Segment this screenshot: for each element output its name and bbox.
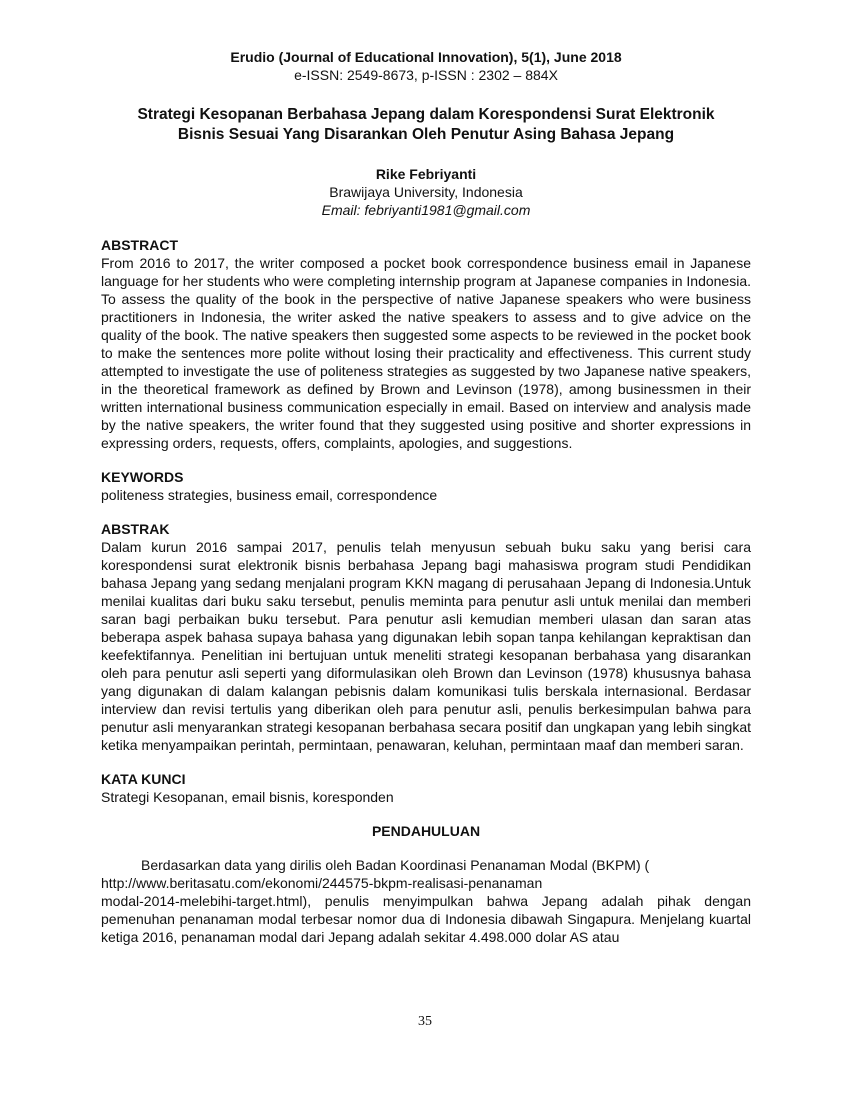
author-email: Email: febriyanti1981@gmail.com (321, 202, 531, 218)
keywords-text: politeness strategies, business email, correspondence (101, 487, 438, 503)
keywords-heading: KEYWORDS (101, 469, 184, 485)
abstract-section (101, 236, 751, 452)
keywords-section (101, 468, 751, 504)
journal-citation: Erudio (Journal of Educational Innovation), 5(1), June 2018 (230, 49, 622, 65)
abstract-heading: ABSTRACT (101, 237, 178, 253)
paper-title (101, 105, 751, 145)
abstract-text: From 2016 to 2017, the writer composed a pocket book correspondence business email in Japanese language for her students who were completing internship program at Japanese companies in Indonesia. To assess the quality of the book in the perspective of native Japanese speakers who were business practitioners in Indonesia, the writer asked the native speakers to assess and to give advice on the quality of the book. The native speakers then suggested some aspects to be reviewed in the pocket book to make the sentences more polite without losing their practicality and effectiveness. This current study attempted to investigate the use of politeness strategies as suggested by two Japanese native speakers, in the theoretical framework as defined by Brown and Levinson (1978), among businessmen in their written international business communication especially in email. Based on interview and analysis made by the native speakers, the writer found that they suggested using positive and shorter expressions in expressing orders, requests, offers, complaints, apologies, and suggestions. (101, 255, 751, 451)
author-affiliation: Brawijaya University, Indonesia (329, 184, 523, 200)
pendahuluan-text: modal-2014-melebihi-target.html), penulis menyimpulkan bahwa Jepang adalah pihak dengan pemenuhan penanaman modal terbesar nomor dua di Indonesia dibawah Singapura. Menjelang kuartal ketiga 2016, penanaman modal dari Jepang adalah sekitar 4.498.000 dolar AS atau (101, 893, 751, 945)
page-number: 35 (418, 1014, 432, 1029)
author-name: Rike Febriyanti (375, 166, 477, 182)
pendahuluan-section (101, 856, 751, 946)
paper-title-line-2: Bisnis Sesuai Yang Disarankan Oleh Penutur Asing Bahasa Jepang (177, 126, 675, 143)
abstrak-section (101, 520, 751, 754)
abstrak-heading: ABSTRAK (101, 521, 170, 537)
kata-kunci-text: Strategi Kesopanan, email bisnis, koresponden (101, 789, 394, 805)
kata-kunci-section (101, 770, 751, 806)
issn-line: e-ISSN: 2549-8673, p-ISSN : 2302 – 884X (294, 67, 558, 83)
abstrak-text: Dalam kurun 2016 sampai 2017, penulis telah menyusun sebuah buku saku yang berisi cara korespondensi surat elektronik bisnis berbahasa Jepang bagi mahasiswa program studi Pendidikan bahasa Jepang yang sedang menjalani program KKN magang di perusahaan Jepang di Indonesia.Untuk menilai kualitas dari buku saku tersebut, penulis meminta para penutur asli untuk menilai dan memberi saran bagi perbaikan buku tersebut. Para penutur asli kemudian memberi ulasan dan saran atas beberapa aspek bahasa supaya bahasa yang digunakan lebih sopan tanpa kehilangan kepraktisan dan keefektifannya. Penelitian ini bertujuan untuk meneliti strategi kesopanan berbahasa yang disarankan oleh para penutur asli seperti yang diformulasikan oleh Brown dan Levinson (1978) khususnya bahasa yang digunakan di dalam kalangan pebisnis dalam komunikasi tulis berskala internasional. Berdasar interview dan revisi tertulis yang diberikan oleh para penutur asli, penulis berkesimpulan bahwa para penutur asli menyarankan strategi kesopanan berbahasa secara positif dan ungkapan yang lebih singkat ketika menyampaikan perintah, permintaan, penawaran, keluhan, permintaan maaf dan memberi saran. (101, 539, 751, 753)
paper-title-line-1: Strategi Kesopanan Berbahasa Jepang dalam Korespondensi Surat Elektronik (137, 106, 715, 123)
pendahuluan-heading: PENDAHULUAN (371, 823, 481, 839)
kata-kunci-heading: KATA KUNCI (101, 771, 186, 787)
pendahuluan-first-line: Berdasarkan data yang dirilis oleh Badan Koordinasi Penanaman Modal (BKPM) ( (141, 857, 650, 873)
pendahuluan-url: http://www.beritasatu.com/ekonomi/244575-bkpm-realisasi-penanaman (101, 875, 543, 891)
paper-page (101, 48, 751, 946)
